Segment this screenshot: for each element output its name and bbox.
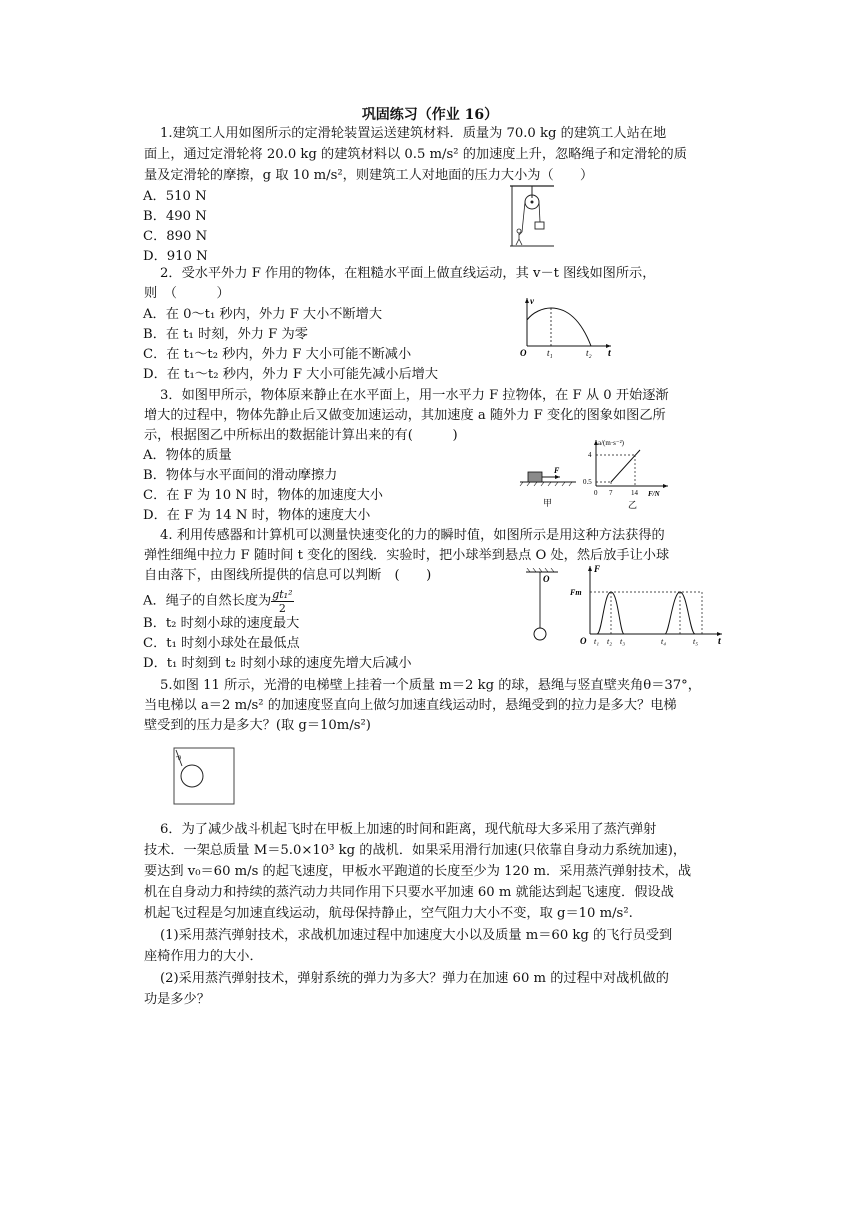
- fig-jia-force-label: F: [554, 466, 560, 475]
- q3-option-d: D．在 F 为 14 N 时，物体的速度大小: [143, 508, 371, 523]
- q1-option-c: C．890 N: [143, 229, 208, 244]
- q4-line-1: 4. 利用传感器和计算机可以测量快速变化的力的瞬时值，如图所示是用这种方法获得的: [160, 528, 665, 543]
- ft-x-label: t: [718, 636, 721, 646]
- q2-line-1: 2．受水平外力 F 作用的物体，在粗糙水平面上做直线运动，其 v－t 图线如图所示，: [160, 266, 656, 281]
- fig-jia-block: [518, 462, 578, 510]
- q2-option-a: A．在 0～t₁ 秒内，外力 F 大小不断增大: [143, 307, 383, 322]
- q6-line-2: 技术．一架总质量 M＝5.0×10³ kg 的战机．如果采用滑行加速(只依靠自身动力系统加速)，: [144, 843, 687, 858]
- q6-line-3: 要达到 v₀＝60 m/s 的起飞速度，甲板水平跑道的长度至少为 120 m．采用蒸汽弹射技术，战: [144, 864, 692, 879]
- vt-t1-label: t₁: [547, 348, 553, 358]
- q6-sub2-line-1: (2)采用蒸汽弹射技术，弹射系统的弹力为多大？弹力在加速 60 m 的过程中对战机做的: [160, 971, 669, 986]
- q4-fraction-denom: 2: [278, 602, 286, 615]
- ft-tick-t4: t₄: [661, 637, 667, 646]
- q6-sub2-line-2: 功是多少？: [144, 992, 210, 1007]
- q1-line-2: 面上，通过定滑轮将 20.0 kg 的建筑材料以 0.5 m/s² 的加速度上升，忽略绳子和定滑轮的质: [144, 147, 687, 162]
- q1-option-d: D．910 N: [143, 249, 208, 264]
- q2-option-d: D．在 t₁～t₂ 秒内，外力 F 大小可能先减小后增大: [143, 367, 439, 382]
- vt-y-label: v: [530, 296, 534, 306]
- q2-option-b: B．在 t₁ 时刻，外力 F 为零: [143, 327, 308, 342]
- q4-option-c: C．t₁ 时刻小球处在最低点: [143, 636, 300, 651]
- q2-line-2: 则 （ ）: [144, 286, 230, 301]
- vt-t2-label: t₂: [586, 348, 592, 358]
- ft-tick-t2: t₂: [607, 637, 613, 646]
- q4-line-2: 弹性细绳中拉力 F 随时间 t 变化的图线．实验时，把小球举到悬点 O 处，然后放手让小球: [144, 548, 670, 563]
- vt-x-label: t: [608, 348, 611, 358]
- q4-line-3: 自由落下，由图线所提供的信息可以判断 ( ): [144, 568, 432, 583]
- ft-tick-t5: t₅: [693, 637, 699, 646]
- ft-origin-label: O: [580, 636, 587, 646]
- q3-option-a: A．物体的质量: [143, 448, 232, 463]
- q1-option-a: A．510 N: [143, 189, 207, 204]
- q6-sub1-line-1: (1)采用蒸汽弹射技术，求战机加速过程中加速度大小以及质量 m＝60 kg 的飞行员受到: [160, 928, 673, 943]
- ft-tick-t3: t₃: [620, 637, 626, 646]
- ft-y-label: F: [594, 564, 601, 574]
- pulley-figure: [500, 182, 560, 248]
- q2-option-c: C．在 t₁～t₂ 秒内，外力 F 大小可能不断减小: [143, 347, 412, 362]
- q3-line-1: 3．如图甲所示，物体原来静止在水平面上，用一水平力 F 拉物体，在 F 从 0 开始逐渐: [160, 388, 669, 403]
- q3-option-c: C．在 F 为 10 N 时，物体的加速度大小: [143, 488, 383, 503]
- q1-line-3: 量及定滑轮的摩擦，g 取 10 m/s²，则建筑工人对地面的压力大小为（ ）: [144, 168, 594, 183]
- q5-line-2: 当电梯以 a＝2 m/s² 的加速度竖直向上做匀加速直线运动时，悬绳受到的拉力是多大？电梯: [144, 698, 677, 713]
- q4-option-b: B．t₂ 时刻小球的速度最大: [143, 616, 300, 631]
- ft-tick-t1: t₁: [594, 637, 600, 646]
- vt-origin-label: O: [520, 348, 527, 358]
- q5-line-1: 5.如图 11 所示，光滑的电梯壁上挂着一个质量 m＝2 kg 的球，悬绳与竖直壁夹角θ＝37°，: [160, 678, 701, 693]
- fig-jia-caption: 甲: [543, 498, 553, 508]
- a-f-ytick-05: 0.5: [583, 478, 592, 486]
- a-f-xtick-7: 7: [609, 489, 613, 497]
- a-f-x-label: F/N: [648, 490, 660, 498]
- q4-option-a-prefix: A．绳子的自然长度为: [143, 593, 272, 609]
- q1-line-1: 1.建筑工人用如图所示的定滑轮装置运送建筑材料．质量为 70.0 kg 的建筑工人站在地: [160, 126, 667, 141]
- q4-fraction: [271, 588, 293, 615]
- q6-line-4: 机在自身动力和持续的蒸汽动力共同作用下只要水平加速 60 m 就能达到起飞速度．假设战: [144, 885, 674, 900]
- a-f-caption: 乙: [628, 500, 638, 510]
- a-f-y-label: a/(m·s⁻²): [598, 439, 625, 447]
- a-f-xtick-14: 14: [631, 489, 638, 497]
- q6-line-1: 6．为了减少战斗机起飞时在甲板上加速的时间和距离，现代航母大多采用了蒸汽弹射: [160, 822, 657, 837]
- ft-fm-label: Fm: [570, 588, 582, 597]
- a-f-graph: [580, 436, 680, 512]
- q6-sub1-line-2: 座椅作用力的大小．: [144, 949, 263, 964]
- elevator-angle-label: θ: [178, 756, 181, 762]
- q3-line-3: 示，根据图乙中所标出的数据能计算出来的有( ): [144, 428, 458, 443]
- a-f-xtick-0: 0: [594, 489, 598, 497]
- q1-option-b: B．490 N: [143, 209, 207, 224]
- pendulum-figure: [522, 568, 562, 644]
- q5-line-3: 壁受到的压力是多大？(取 g＝10m/s²): [144, 718, 371, 733]
- page-title: 巩固练习（作业 16）: [361, 107, 499, 123]
- elevator-figure: [172, 746, 236, 806]
- q3-line-2: 增大的过程中，物体先静止后又做变加速运动，其加速度 a 随外力 F 变化的图象如图乙所: [144, 408, 666, 423]
- ft-graph: [566, 562, 726, 646]
- pendulum-point-label: O: [543, 574, 550, 584]
- q4-fraction-numer: gt₁²: [272, 588, 293, 601]
- q4-option-d: D．t₁ 时刻到 t₂ 时刻小球的速度先增大后减小: [143, 656, 412, 671]
- q3-option-b: B．物体与水平面间的滑动摩擦力: [143, 468, 338, 483]
- a-f-ytick-4: 4: [588, 451, 592, 459]
- q6-line-5: 机起飞过程是匀加速直线运动，航母保持静止，空气阻力大小不变，取 g＝10 m/s².: [144, 906, 633, 921]
- vt-graph: [515, 294, 615, 358]
